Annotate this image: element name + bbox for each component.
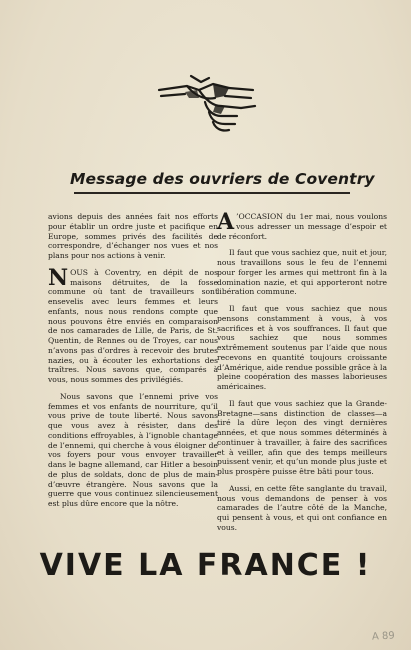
handwritten-note: A 89 — [371, 630, 396, 643]
document-title: Message des ouvriers de Coventry — [70, 170, 375, 188]
left-paragraph-1: avions depuis des années fait nos efforts pour établir un ordre juste et pacifique en Europe, sommes privés des facilités de correspondre, d’échanger nos vues et nos plans pour nos actions à venir. — [48, 212, 218, 260]
right-paragraph-3: Il faut que vous sachiez que nous pensons constamment à vous, à vos sacrifices et à vos souffrances. Il faut que vous sachiez que nous sommes extrêmement soutenus par l’aide que nous recevons en quantité toujours croissante d’Amérique, aide rendue possible grâce à la pleine coopération des masses laborieuses américaines. — [217, 304, 387, 391]
right-paragraph-2: Il faut que vous sachiez que, nuit et jour, nous travaillons sous le feu de l’ennemi pour forger les armes qui mettront fin à la domination nazie, et qui apporteront notre libération commune. — [217, 248, 387, 297]
title-block — [70, 168, 375, 198]
right-paragraph-1 — [217, 209, 387, 241]
drop-cap-a: A — [217, 209, 235, 235]
right-column — [217, 209, 387, 540]
slogan: VIVE LA FRANCE ! — [39, 548, 372, 583]
right-paragraph-5: Aussi, en cette fête sanglante du travail, nous vous demandons de penser à vos camarades de l’autre côté de la Manche, qui pensent à vous, et qui ont confiance en vous. — [217, 483, 387, 532]
title-underline — [74, 192, 350, 194]
drop-cap-n: N — [48, 264, 69, 291]
left-column — [48, 212, 218, 516]
right-paragraph-4: Il faut que vous sachiez que la Grande-Bretagne—sans distinction de classes—a tiré la dûre leçon des vingt dernières années, et que nous sommes déterminés à continuer à travailler, à faire des sacrifices et à veiller, afin que des temps meilleurs puissent venir, et qu’un monde plus juste et plus prospère puisse être bâti pour tous. — [217, 398, 387, 476]
left-paragraph-2-text: OUS à Coventry, en dépit de nos maisons détruites, de la fosse commune où tant de travailleurs sont ensevelis avec leurs femmes et leurs enfants, nous nous rendons compte que nous pouvons être enviés en comparaison de nos camarades de Lille, de Paris, de St. Quentin, de Rennes ou de Troyes, car nous n’avons pas d’ordres à recevoir des brutes nazies, ou à écouter les exhortations des traîtres. Nous savons que, comparés à vous, nous sommes des privilégiés. — [48, 267, 218, 384]
handshake-icon — [155, 66, 259, 138]
right-paragraph-1-text: ’OCCASION du 1er mai, nous voulons vous adresser un message d’espoir et de réconfort. — [217, 212, 387, 241]
left-paragraph-2 — [48, 264, 218, 385]
left-paragraph-3: Nous savons que l’ennemi prive vos femmes et vos enfants de nourriture, qu’il vous prive de toute liberté. Nous savons que vous avez à résister, dans des conditions effroyables, à l’ignoble chantage de l’ennemi, qui cherche à vous éloigner de vos foyers pour vous envoyer travailler dans le bagne allemand, car Hitler a besoin de plus de soldats, donc de plus de main-d’œuvre étrangère. Nous savons que la guerre que vous continuez silencieusement est plus dûre encore que la nôtre. — [48, 391, 218, 508]
